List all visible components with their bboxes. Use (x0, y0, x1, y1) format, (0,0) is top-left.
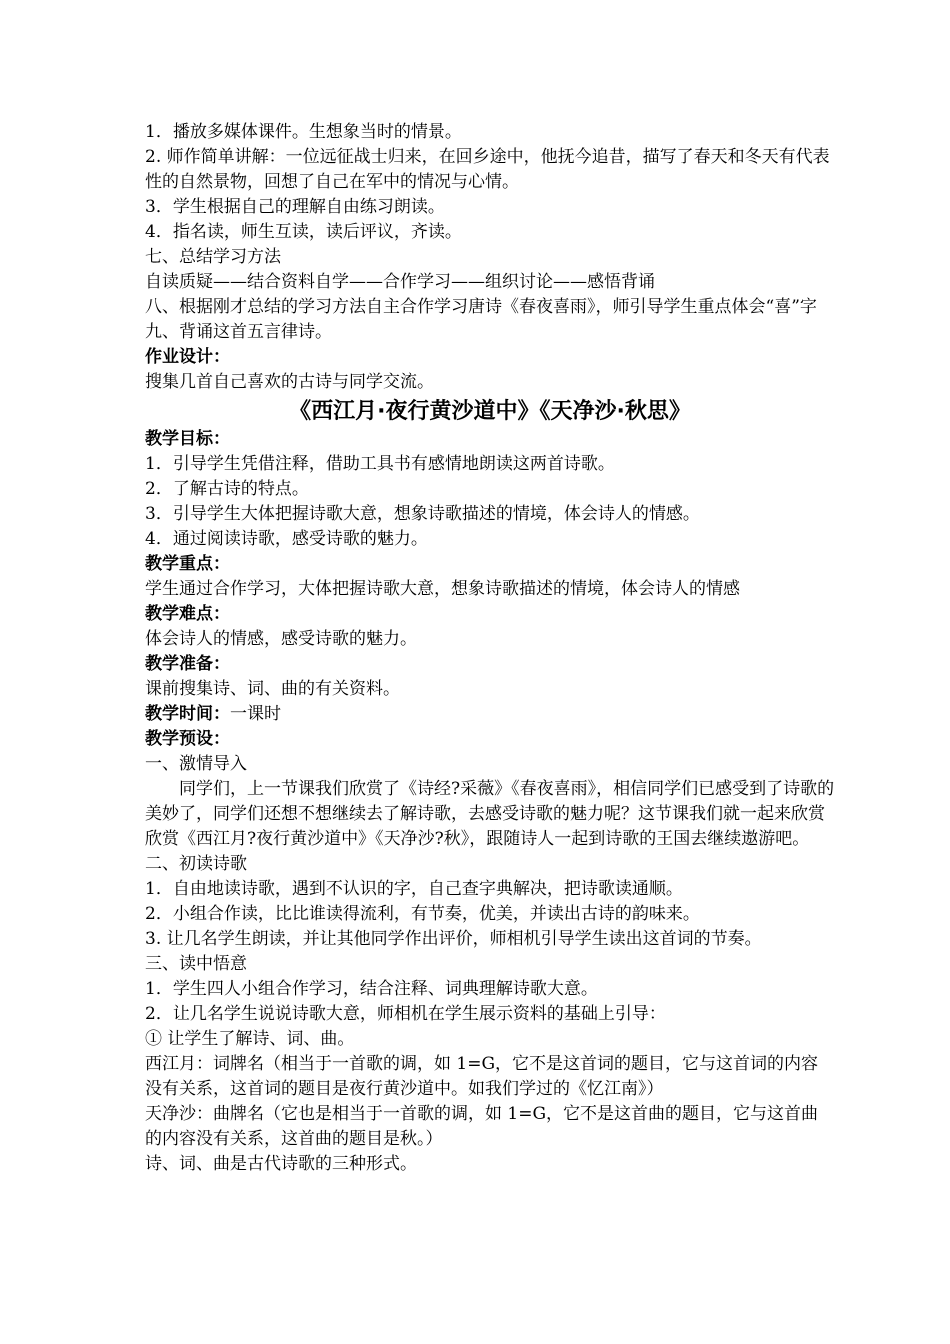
time-text: 一课时 (230, 704, 281, 724)
section-one-text: 同学们，上一节课我们欣赏了《诗经?采薇》《春夜喜雨》，相信同学们已感受到了诗歌的美妙了，同学们还想不想继续去了解诗歌，去感受诗歌的魅力呢？这节课我们就一起来欣赏欣赏《西江月?夜行黄沙道中》《天净沙?秋》，跟随诗人一起到诗歌的王国去继续遨游吧。 (145, 779, 835, 849)
xijiangyue-note: 西江月：词牌名（相当于一首歌的调，如 1=G，它不是这首词的题目，它与这首词的内容没有关系，这首词的题目是夜行黄沙道中。如我们学过的《忆江南》） (145, 1054, 819, 1099)
time-line (145, 702, 835, 727)
preparation-heading: 教学准备： (145, 654, 230, 674)
section-nine: 九、背诵这首五言律诗。 (145, 322, 332, 342)
key-point-heading: 教学重点： (145, 554, 230, 574)
read-item-3: 3. 让几名学生朗读，并让其他同学作出评价，师相机引导学生读出这首词的节奏。 (145, 929, 762, 949)
preparation-text: 课前搜集诗、词、曲的有关资料。 (145, 679, 400, 699)
read-item-1: 1．自由地读诗歌，遇到不认识的字，自己查字典解决，把诗歌读通顺。 (145, 879, 683, 899)
key-point-text: 学生通过合作学习，大体把握诗歌大意，想象诗歌描述的情境，体会诗人的情感 (145, 579, 740, 599)
read-item-2: 2．小组合作读，比比谁读得流利，有节奏，优美，并读出古诗的韵味来。 (145, 904, 700, 924)
lesson-title: 《西江月·夜行黄沙道中》《天净沙·秋思》 (289, 399, 691, 424)
homework-text: 搜集几首自己喜欢的古诗与同学交流。 (145, 372, 434, 392)
plan-heading: 教学预设： (145, 729, 230, 749)
goal-item-4: 4．通过阅读诗歌，感受诗歌的魅力。 (145, 529, 428, 549)
three-forms-note: 诗、词、曲是古代诗歌的三种形式。 (145, 1154, 417, 1174)
goals-heading: 教学目标： (145, 429, 230, 449)
section-one-heading: 一、激情导入 (145, 754, 247, 774)
section-three-heading: 三、读中悟意 (145, 954, 247, 974)
step-1: 1．播放多媒体课件。生想象当时的情景。 (145, 122, 462, 142)
understand-item-1: 1．学生四人小组合作学习，结合注释、词典理解诗歌大意。 (145, 979, 598, 999)
understand-item-2: 2．让几名学生说说诗歌大意，师相机在学生展示资料的基础上引导： (145, 1004, 666, 1024)
step-3: 3．学生根据自己的理解自由练习朗读。 (145, 197, 445, 217)
difficulty-text: 体会诗人的情感，感受诗歌的魅力。 (145, 629, 417, 649)
time-heading: 教学时间： (145, 704, 230, 724)
difficulty-heading: 教学难点： (145, 604, 230, 624)
section-two-heading: 二、初读诗歌 (145, 854, 247, 874)
understand-item-3: ① 让学生了解诗、词、曲。 (145, 1029, 355, 1049)
learning-method: 自读质疑——结合资料自学——合作学习——组织讨论——感悟背诵 (145, 272, 655, 292)
step-4: 4．指名读，师生互读，读后评议，齐读。 (145, 222, 462, 242)
tianjingsha-note: 天净沙：曲牌名（它也是相当于一首歌的调，如 1=G，它不是这首曲的题目，它与这首曲的内容没有关系，这首曲的题目是秋。） (145, 1104, 819, 1149)
section-seven-heading: 七、总结学习方法 (145, 247, 281, 267)
homework-heading: 作业设计： (145, 347, 230, 367)
goal-item-1: 1．引导学生凭借注释，借助工具书有感情地朗读这两首诗歌。 (145, 454, 615, 474)
document-page (145, 120, 835, 1177)
goal-item-3: 3．引导学生大体把握诗歌大意，想象诗歌描述的情境，体会诗人的情感。 (145, 504, 700, 524)
section-eight: 八、根据刚才总结的学习方法自主合作学习唐诗《春夜喜雨》，师引导学生重点体会“喜”字 (145, 297, 817, 317)
goal-item-2: 2．了解古诗的特点。 (145, 479, 309, 499)
step-2: 2. 师作简单讲解：一位远征战士归来，在回乡途中，他抚今追昔，描写了春天和冬天有代表性的自然景物，回想了自己在军中的情况与心情。 (145, 147, 830, 192)
